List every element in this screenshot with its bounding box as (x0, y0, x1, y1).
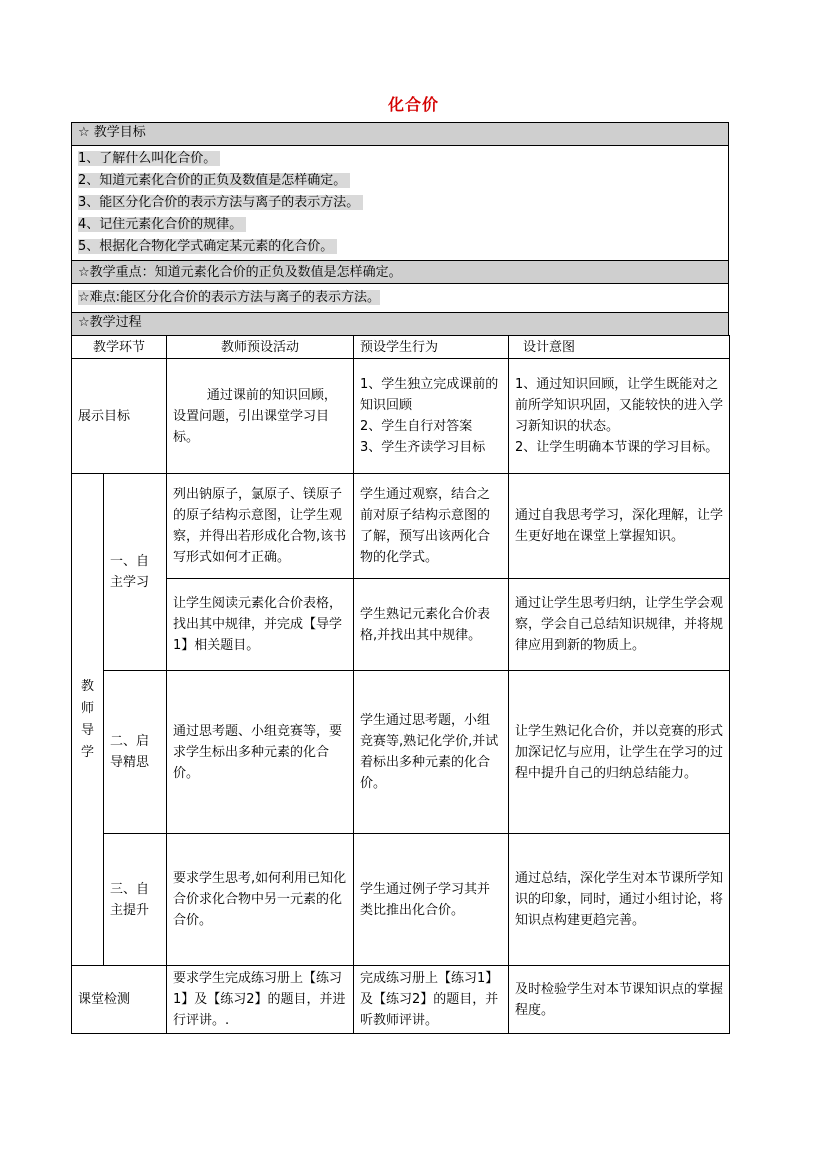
goals-list (71, 145, 729, 260)
intent-cell: 让学生熟记化合价，并以竞赛的形式加深记忆与应用，让学生在学习的过程中提升自己的归纳总结能力。 (509, 671, 730, 834)
table-row (72, 671, 730, 834)
stage-cell: 二、启导精思 (104, 671, 167, 834)
student-cell: 学生熟记元素化合价表格,并找出其中规律。 (354, 579, 509, 671)
goal-item: 4、记住元素化合价的规律。 (78, 214, 728, 236)
key-focus: ☆教学重点：知道元素化合价的正负及数值是怎样确定。 (71, 260, 729, 283)
stage-cell: 三、自主提升 (104, 834, 167, 966)
goal-item: 5、根据化合物化学式确定某元素的化合价。 (78, 236, 728, 258)
stage-cell: 课堂检测 (72, 966, 167, 1034)
student-cell: 1、学生独立完成课前的知识回顾 2、学生自行对答案 3、学生齐读学习目标 (354, 359, 509, 474)
teacher-cell: 要求学生完成练习册上【练习1】及【练习2】的题目，并进行评讲。. (167, 966, 354, 1034)
process-table (71, 335, 730, 1034)
table-row (72, 359, 730, 474)
student-cell: 完成练习册上【练习1】及【练习2】的题目，并听教师评讲。 (354, 966, 509, 1034)
teacher-cell: 要求学生思考,如何利用已知化合价求化合物中另一元素的化合价。 (167, 834, 354, 966)
student-cell: 学生通过观察，结合之前对原子结构示意图的了解，预写出该两化合物的化学式。 (354, 474, 509, 579)
group-label: 教师导学 (72, 474, 104, 966)
student-cell: 学生通过思考题，小组竞赛等,熟记化学价,并试着标出多种元素的化合价。 (354, 671, 509, 834)
goals-header: ☆ 教学目标 (71, 122, 729, 145)
col-intent: 设计意图 (509, 336, 730, 359)
page-title: 化合价 (387, 95, 439, 114)
col-teacher: 教师预设活动 (167, 336, 354, 359)
lesson-plan (71, 122, 729, 1034)
process-header: ☆教学过程 (71, 312, 729, 335)
difficulty: ☆难点:能区分化合价的表示方法与离子的表示方法。 (71, 283, 729, 312)
goal-item: 3、能区分化合价的表示方法与离子的表示方法。 (78, 192, 728, 214)
teacher-cell: 通过课前的知识回顾，设置问题，引出课堂学习目标。 (167, 359, 354, 474)
teacher-cell: 通过思考题、小组竞赛等，要求学生标出多种元素的化合价。 (167, 671, 354, 834)
table-row (72, 474, 730, 579)
intent-cell: 通过让学生思考归纳，让学生学会观察，学会自己总结知识规律，并将规律应用到新的物质上。 (509, 579, 730, 671)
stage-cell: 一、自主学习 (104, 474, 167, 671)
table-row (72, 834, 730, 966)
stage-cell: 展示目标 (72, 359, 167, 474)
student-cell: 学生通过例子学习其并类比推出化合价。 (354, 834, 509, 966)
intent-cell: 1、通过知识回顾，让学生既能对之前所学知识巩固，又能较快的进入学习新知识的状态。 2、让学生明确本节课的学习目标。 (509, 359, 730, 474)
teacher-cell: 列出钠原子，氯原子、镁原子的原子结构示意图，让学生观察，并得出若形成化合物,该书写形式如何才正确。 (167, 474, 354, 579)
goal-item: 1、了解什么叫化合价。 (78, 148, 728, 170)
col-student: 预设学生行为 (354, 336, 509, 359)
intent-cell: 及时检验学生对本节课知识点的掌握程度。 (509, 966, 730, 1034)
intent-cell: 通过总结，深化学生对本节课所学知识的印象，同时，通过小组讨论，将知识点构建更趋完善。 (509, 834, 730, 966)
goal-item: 2、知道元素化合价的正负及数值是怎样确定。 (78, 170, 728, 192)
table-header-row (72, 336, 730, 359)
col-stage: 教学环节 (72, 336, 167, 359)
table-row (72, 966, 730, 1034)
table-row (72, 579, 730, 671)
teacher-cell: 让学生阅读元素化合价表格，找出其中规律，并完成【导学1】相关题目。 (167, 579, 354, 671)
intent-cell: 通过自我思考学习，深化理解，让学生更好地在课堂上掌握知识。 (509, 474, 730, 579)
